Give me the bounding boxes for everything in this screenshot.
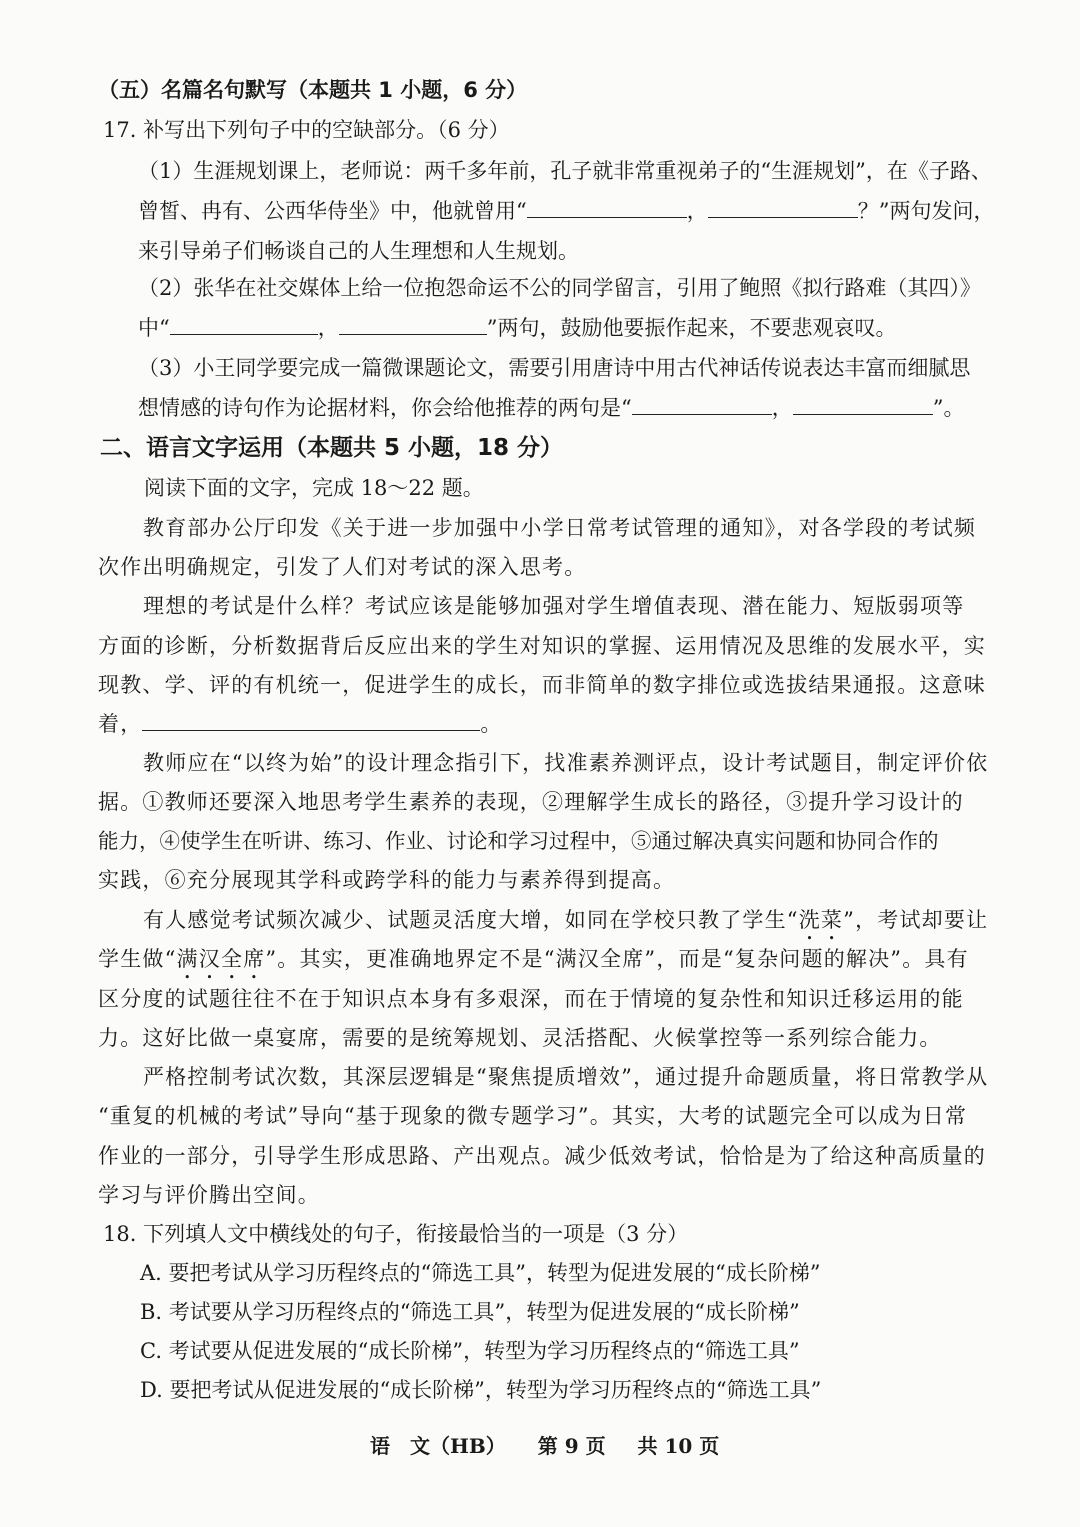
text-segment: ”。 <box>932 396 965 420</box>
q17-item1-line1: （1）生涯规划课上，老师说：两千多年前，孔子就非常重视弟子的“生涯规划”，在《子路、 <box>138 159 992 183</box>
passage-p5-line3: 作业的一部分，引导学生形成思路、产出观点。减少低效考试，恰恰是为了给这种高质量的 <box>98 1144 986 1168</box>
passage-p2-line3: 现教、学、评的有机统一，促进学生的成长，而非简单的数字排位或选拔结果通报。这意味 <box>98 673 986 697</box>
passage-p5-line1: 严格控制考试次数，其深层逻辑是“聚焦提质增效”，通过提升命题质量，将日常教学从 <box>143 1065 989 1089</box>
option-c[interactable]: C. 考试要从促进发展的“成长阶梯”，转型为学习历程终点的“筛选工具” <box>140 1339 800 1363</box>
answer-blank[interactable] <box>793 392 933 415</box>
question-17-stem: 17. 补写出下列句子中的空缺部分。（6 分） <box>103 118 510 142</box>
answer-blank[interactable] <box>170 312 318 335</box>
emphasized-term: 满汉全席 <box>176 947 266 971</box>
passage-p2-line4 <box>98 708 503 740</box>
option-a[interactable]: A. 要把考试从学习历程终点的“筛选工具”，转型为促进发展的“成长阶梯” <box>140 1261 821 1285</box>
answer-blank[interactable] <box>708 195 858 218</box>
passage-p5-line4: 学习与评价腾出空间。 <box>98 1183 320 1207</box>
passage-p5-line2: “重复的机械的考试”导向“基于现象的微专题学习”。其实，大考的试题完全可以成为日常 <box>98 1104 968 1128</box>
text-segment: ， <box>771 396 793 420</box>
footer-total-pages: 共 10 页 <box>637 1434 720 1458</box>
text-segment: ， <box>317 316 339 340</box>
q17-item3-line2 <box>138 392 964 424</box>
passage-p4-line2 <box>98 943 969 984</box>
section-heading-5: （五）名篇名句默写（本题共 1 小题，6 分） <box>98 78 528 102</box>
reading-intro: 阅读下面的文字，完成 18～22 题。 <box>144 476 484 500</box>
text-segment: ”。其实，更准确地界定不是“满汉全席”，而是“复杂问题的解决”。具有 <box>265 947 969 971</box>
passage-p1-line1: 教育部办公厅印发《关于进一步加强中小学日常考试管理的通知》，对各学段的考试频 <box>143 516 977 540</box>
q17-item3-line1: （3）小王同学要完成一篇微课题论文，需要引用唐诗中用古代神话传说表达丰富而细腻思 <box>138 356 971 380</box>
section-heading-2: 二、语言文字运用（本题共 5 小题，18 分） <box>100 435 564 461</box>
text-segment: 着， <box>98 712 143 736</box>
option-d[interactable]: D. 要把考试从促进发展的“成长阶梯”，转型为学习历程终点的“筛选工具” <box>140 1378 822 1402</box>
text-segment: ？”两句发问， <box>857 199 995 223</box>
passage-p4-line3: 区分度的试题往往不在于知识点本身有多艰深，而在于情境的复杂性和知识迁移运用的能 <box>98 987 964 1011</box>
text-segment: 。 <box>480 712 503 736</box>
footer-page-number: 第 9 页 <box>537 1434 606 1458</box>
text-segment: ， <box>686 199 708 223</box>
question-18-stem: 18. 下列填人文中横线处的句子，衔接最恰当的一项是（3 分） <box>103 1222 689 1246</box>
footer-subject: 语 文（HB） <box>370 1434 506 1458</box>
passage-p1-line2: 次作出明确规定，引发了人们对考试的深入思考。 <box>98 555 587 579</box>
passage-p3-line1: 教师应在“以终为始”的设计理念指引下，找准素养测评点，设计考试题目，制定评价依 <box>143 751 989 775</box>
text-segment: 中“ <box>138 316 170 340</box>
answer-blank[interactable] <box>339 312 487 335</box>
passage-p3-line4: 实践，⑥充分展现其学科或跨学科的能力与素养得到提高。 <box>98 868 676 892</box>
passage-answer-blank[interactable] <box>142 708 480 731</box>
text-segment: 曾皙、冉有、公西华侍坐》中，他就曾用“ <box>138 199 527 223</box>
text-segment: 学生做“ <box>98 947 177 971</box>
passage-p4-line4: 力。这好比做一桌宴席，需要的是统筹规划、灵活搭配、火候掌控等一系列综合能力。 <box>98 1026 942 1050</box>
q17-item2-line1: （2）张华在社交媒体上给一位抱怨命运不公的同学留言，引用了鲍照《拟行路难（其四）》 <box>138 276 981 300</box>
option-b[interactable]: B. 考试要从学习历程终点的“筛选工具”，转型为促进发展的“成长阶梯” <box>140 1300 800 1324</box>
passage-p4-line1 <box>143 904 988 945</box>
text-segment: 有人感觉考试频次减少、试题灵活度大增，如同在学校只教了学生“ <box>143 908 799 932</box>
passage-p2-line2: 方面的诊断，分析数据背后反应出来的学生对知识的掌握、运用情况及思维的发展水平，实 <box>98 634 986 658</box>
q17-item1-line2 <box>138 195 994 227</box>
answer-blank[interactable] <box>632 392 772 415</box>
q17-item1-line3: 来引导弟子们畅谈自己的人生理想和人生规划。 <box>138 239 579 263</box>
passage-p3-line2: 据。①教师还要深入地思考学生素养的表现，②理解学生成长的路径，③提升学习设计的 <box>98 790 964 814</box>
answer-blank[interactable] <box>527 195 687 218</box>
text-segment: 想情感的诗句作为论据材料，你会给他推荐的两句是“ <box>138 396 632 420</box>
text-segment: ”，考试却要让 <box>843 908 989 932</box>
emphasized-term: 洗菜 <box>798 908 844 932</box>
passage-p2-line1: 理想的考试是什么样？考试应该是能够加强对学生增值表现、潜在能力、短版弱项等 <box>143 594 965 618</box>
text-segment: ”两句，鼓励他要振作起来，不要悲观哀叹。 <box>486 316 897 340</box>
q17-item2-line2 <box>138 312 896 344</box>
page-footer <box>370 1430 719 1462</box>
passage-p3-line3: 能力，④使学生在听讲、练习、作业、讨论和学习过程中，⑤通过解决真实问题和协同合作的 <box>98 829 939 853</box>
